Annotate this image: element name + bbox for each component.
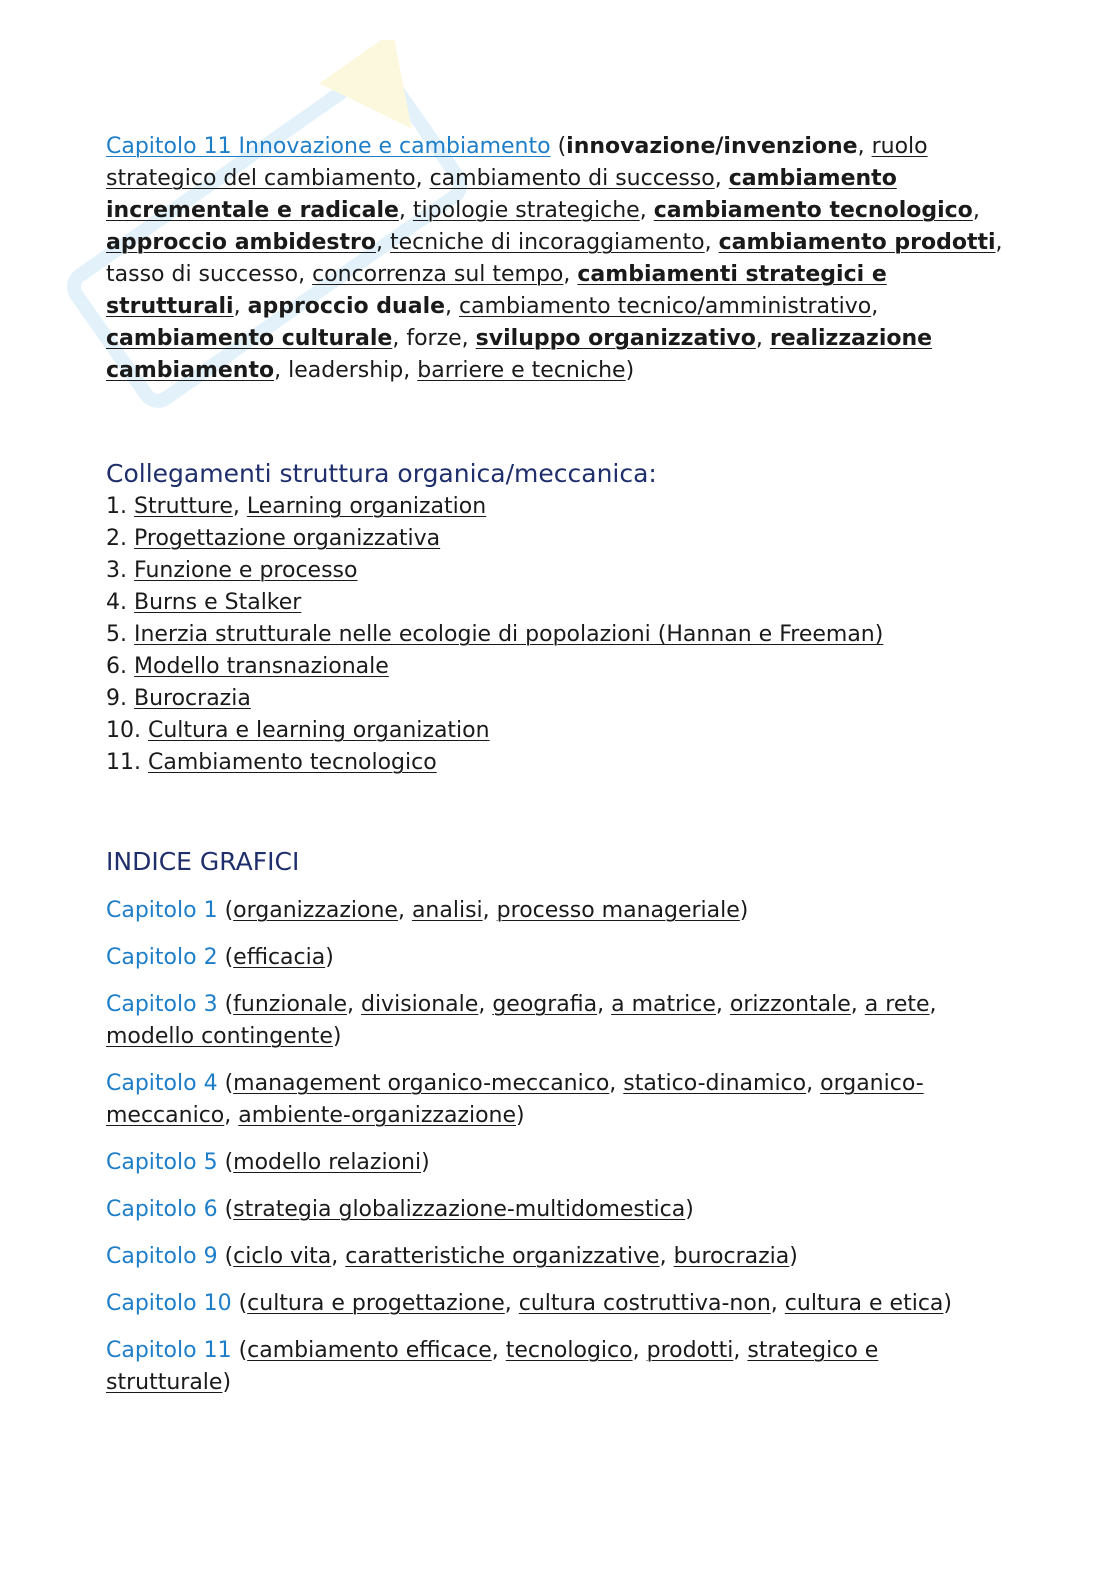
grafico-link[interactable]: cultura costruttiva-non — [518, 1291, 771, 1316]
collegamenti-link[interactable]: Burocrazia — [134, 686, 251, 711]
grafico-link[interactable]: ciclo vita — [233, 1244, 332, 1269]
grafico-link[interactable]: strategia globalizzazione-multidomestica — [233, 1197, 686, 1222]
indice-grafici-item: Capitolo 4 (management organico-meccanico, statico-dinamico, organico-meccanico, ambiente-organizzazione) — [106, 1071, 924, 1128]
grafico-link[interactable]: cultura e etica — [784, 1291, 944, 1316]
collegamenti-list-item: 1. Strutture, Learning organization — [106, 491, 1006, 523]
chapter-label: Capitolo 5 — [106, 1150, 218, 1175]
indice-grafici-heading: INDICE GRAFICI — [106, 847, 300, 876]
grafico-link[interactable]: management organico-meccanico — [233, 1071, 610, 1096]
indice-grafici-item: Capitolo 10 (cultura e progettazione, cultura costruttiva-non, cultura e etica) — [106, 1291, 952, 1316]
list-number: 6. — [106, 654, 127, 679]
list-number: 2. — [106, 526, 127, 551]
chapter-11-topic: tasso di successo — [106, 262, 299, 287]
collegamenti-list-item — [106, 523, 1006, 555]
grafico-link[interactable]: statico-dinamico — [623, 1071, 807, 1096]
chapter-11-topic[interactable]: cambiamento culturale — [106, 326, 393, 351]
chapter-11-topic[interactable]: concorrenza sul tempo — [312, 262, 564, 287]
list-number: 3. — [106, 558, 127, 583]
grafico-link[interactable]: a rete — [864, 992, 930, 1017]
collegamenti-list-item — [106, 651, 1006, 683]
indice-grafici-item: Capitolo 2 (efficacia) — [106, 945, 334, 970]
collegamenti-link[interactable]: Inerzia strutturale nelle ecologie di popolazioni (Hannan e Freeman) — [134, 622, 884, 647]
grafico-link[interactable]: a matrice — [611, 992, 716, 1017]
collegamenti-link[interactable]: Burns e Stalker — [134, 590, 302, 615]
grafico-link[interactable]: ambiente-organizzazione — [238, 1103, 517, 1128]
collegamenti-link[interactable]: Strutture — [134, 494, 233, 519]
chapter-label: Capitolo 9 — [106, 1244, 218, 1269]
grafico-link[interactable]: efficacia — [233, 945, 326, 970]
collegamenti-link[interactable]: Funzione e processo — [134, 558, 358, 583]
indice-grafici-item: Capitolo 6 (strategia globalizzazione-multidomestica) — [106, 1197, 694, 1222]
chapter-11-topic[interactable]: cambiamento incrementale e radicale — [106, 166, 897, 223]
chapter-11-topic: forze — [406, 326, 462, 351]
collegamenti-link[interactable]: Cultura e learning organization — [148, 718, 490, 743]
grafico-link[interactable]: burocrazia — [673, 1244, 790, 1269]
list-number: 1. — [106, 494, 127, 519]
chapter-label: Capitolo 3 — [106, 992, 218, 1017]
chapter-label: Capitolo 1 — [106, 898, 218, 923]
chapter-11-topic[interactable]: cambiamento tecnologico — [653, 198, 973, 223]
collegamenti-link[interactable]: Learning organization — [246, 494, 487, 519]
chapter-11-topic[interactable]: cambiamento prodotti — [718, 230, 996, 255]
grafico-link[interactable]: strategico e strutturale — [106, 1338, 879, 1395]
chapter-11-topic: approccio duale — [247, 294, 446, 319]
list-number: 9. — [106, 686, 127, 711]
chapter-11-topic[interactable]: approccio ambidestro — [106, 230, 377, 255]
grafico-link[interactable]: orizzontale — [729, 992, 851, 1017]
collegamenti-list-item — [106, 683, 1006, 715]
chapter-label: Capitolo 11 — [106, 1338, 232, 1363]
list-number: 10. — [106, 718, 141, 743]
chapter-11-summary: Capitolo 11 Innovazione e cambiamento (innovazione/invenzione, ruolo strategico del cambiamento, cambiamento di successo, cambiamento incrementale e radicale, tipologie strategiche, cambiamento tecnologico, approccio ambidestro, tecniche di incoraggiamento, cambiamento prodotti, tasso di successo, concorrenza sul tempo, cambiamenti strategici e strutturali, approccio duale, cambiamento tecnico/amministrativo, cambiamento culturale, forze, sviluppo organizzativo, realizzazione cambiamento, leadership, barriere e tecniche) — [106, 134, 1003, 383]
chapter-label: Capitolo 2 — [106, 945, 218, 970]
chapter-11-topic[interactable]: barriere e tecniche — [417, 358, 626, 383]
chapter-11-topic[interactable]: tipologie strategiche — [412, 198, 640, 223]
grafico-link[interactable]: geografia — [492, 992, 598, 1017]
grafico-link[interactable]: modello relazioni — [233, 1150, 422, 1175]
grafico-link[interactable]: prodotti — [646, 1338, 734, 1363]
chapter-11-topic: innovazione/invenzione — [566, 134, 858, 159]
grafico-link[interactable]: modello contingente — [106, 1024, 333, 1049]
chapter-label: Capitolo 10 — [106, 1291, 232, 1316]
chapter-label: Capitolo 4 — [106, 1071, 218, 1096]
collegamenti-link[interactable]: Cambiamento tecnologico — [148, 750, 437, 775]
list-number: 11. — [106, 750, 141, 775]
chapter-11-title-link[interactable]: Capitolo 11 Innovazione e cambiamento — [106, 134, 551, 159]
document-content — [106, 131, 1006, 1414]
indice-grafici-item: Capitolo 1 (organizzazione, analisi, processo manageriale) — [106, 898, 749, 923]
list-number: 4. — [106, 590, 127, 615]
chapter-label: Capitolo 6 — [106, 1197, 218, 1222]
indice-grafici-item: Capitolo 11 (cambiamento efficace, tecnologico, prodotti, strategico e strutturale) — [106, 1338, 879, 1395]
indice-grafici-item: Capitolo 9 (ciclo vita, caratteristiche organizzative, burocrazia) — [106, 1244, 798, 1269]
chapter-11-topic[interactable]: cambiamenti strategici e strutturali — [106, 262, 887, 319]
chapter-11-topic: leadership — [288, 358, 404, 383]
collegamenti-list-item — [106, 715, 1006, 747]
list-number: 5. — [106, 622, 127, 647]
grafico-link[interactable]: organizzazione — [233, 898, 398, 923]
collegamenti-list — [106, 491, 1006, 779]
grafico-link[interactable]: processo manageriale — [496, 898, 740, 923]
grafico-link[interactable]: tecnologico — [505, 1338, 633, 1363]
collegamenti-list-item — [106, 587, 1006, 619]
grafico-link[interactable]: caratteristiche organizzative — [345, 1244, 660, 1269]
collegamenti-heading: Collegamenti struttura organica/meccanica: — [106, 459, 657, 488]
collegamenti-list-item — [106, 619, 1006, 651]
grafico-link[interactable]: cultura e progettazione — [247, 1291, 505, 1316]
chapter-11-topic[interactable]: sviluppo organizzativo — [475, 326, 756, 351]
grafico-link[interactable]: analisi — [411, 898, 483, 923]
indice-grafici-item: Capitolo 5 (modello relazioni) — [106, 1150, 430, 1175]
indice-grafici-list — [106, 895, 1006, 1399]
chapter-11-topic[interactable]: cambiamento di successo — [429, 166, 715, 191]
chapter-11-topic[interactable]: cambiamento tecnico/amministrativo — [459, 294, 872, 319]
chapter-11-topic[interactable]: ruolo strategico del cambiamento — [106, 134, 928, 191]
grafico-link[interactable]: funzionale — [233, 992, 347, 1017]
chapter-11-topic[interactable]: tecniche di incoraggiamento — [390, 230, 705, 255]
chapter-11-topic[interactable]: realizzazione cambiamento — [106, 326, 933, 383]
collegamenti-link[interactable]: Progettazione organizzativa — [134, 526, 441, 551]
collegamenti-list-item — [106, 555, 1006, 587]
grafico-link[interactable]: organico-meccanico — [106, 1071, 924, 1128]
grafico-link[interactable]: divisionale — [360, 992, 479, 1017]
collegamenti-list-item — [106, 747, 1006, 779]
indice-grafici-item: Capitolo 3 (funzionale, divisionale, geografia, a matrice, orizzontale, a rete, modello contingente) — [106, 992, 937, 1049]
grafico-link[interactable]: cambiamento efficace — [247, 1338, 492, 1363]
collegamenti-link[interactable]: Modello transnazionale — [134, 654, 389, 679]
